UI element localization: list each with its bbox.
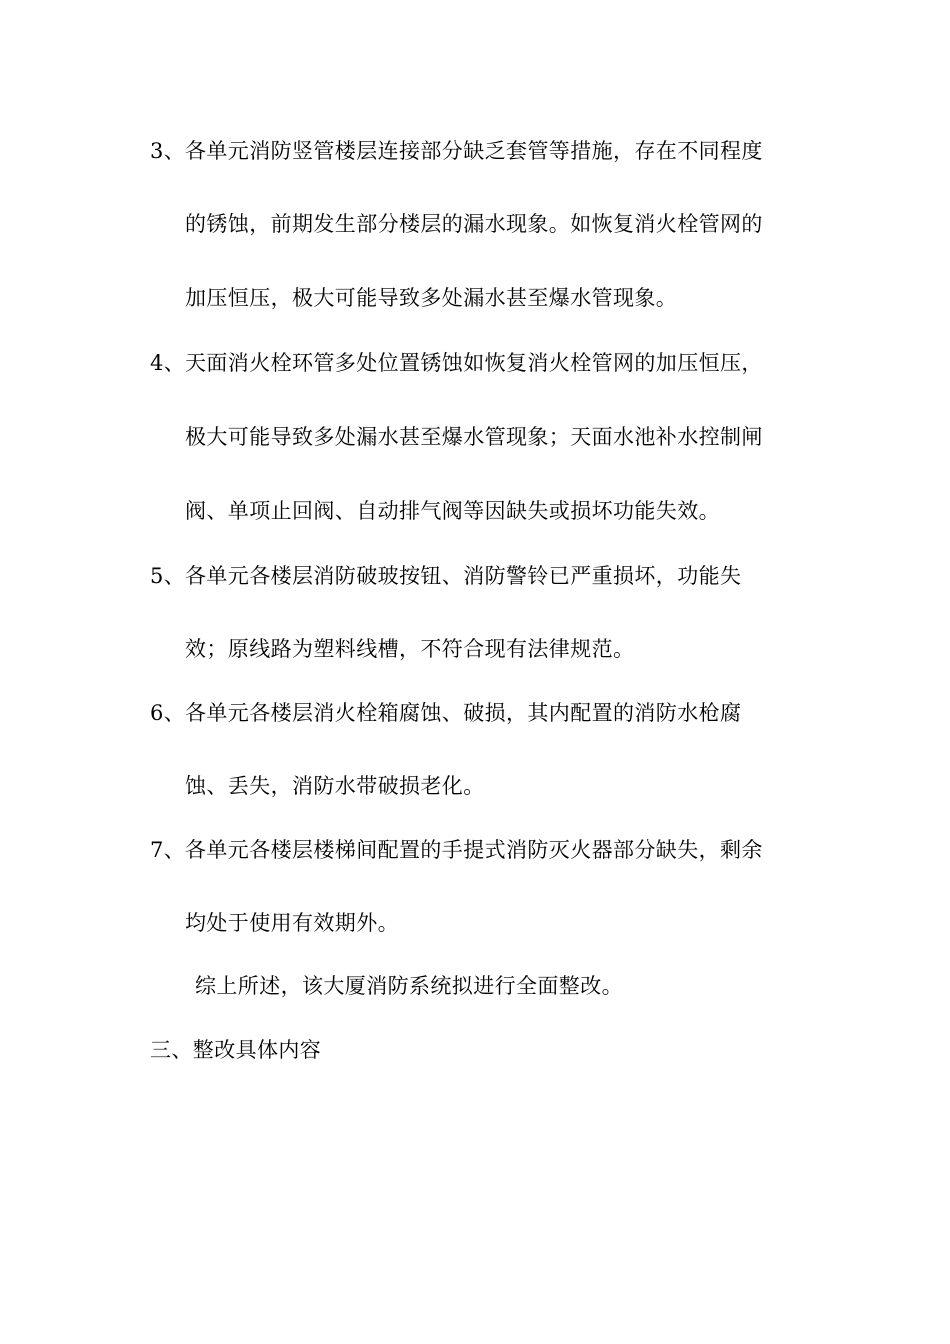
item-4-line-2: 极大可能导致多处漏水甚至爆水管现象；天面水池补水控制闸 [185,425,763,449]
item-5-number: 5、 [150,564,186,588]
item-4-number: 4、 [150,351,186,375]
item-6-line-2: 蚀、丢失，消防水带破损老化。 [185,774,485,798]
item-3-line-2: 的锈蚀，前期发生部分楼层的漏水现象。如恢复消火栓管网的 [185,212,763,236]
item-6-number: 6、 [150,701,186,725]
item-7-line-2: 均处于使用有效期外。 [185,911,399,935]
item-3-line-1: 各单元消防竖管楼层连接部分缺乏套管等措施，存在不同程度 [185,139,763,163]
item-5-line-2: 效；原线路为塑料线槽，不符合现有法律规范。 [185,637,635,661]
section-heading: 三、整改具体内容 [150,1038,322,1062]
item-3-line-3: 加压恒压，极大可能导致多处漏水甚至爆水管现象。 [185,286,678,310]
item-7-line-1: 各单元各楼层楼梯间配置的手提式消防灭火器部分缺失，剩余 [185,838,763,862]
item-5-line-1: 各单元各楼层消防破玻按钮、消防警铃已严重损坏，功能失 [185,564,742,588]
item-4-line-3: 阀、单项止回阀、自动排气阀等因缺失或损坏功能失效。 [185,499,720,523]
item-4-line-1: 天面消火栓环管多处位置锈蚀如恢复消火栓管网的加压恒压， [185,351,763,375]
summary-paragraph: 综上所述，该大厦消防系统拟进行全面整改。 [195,974,623,998]
item-3-number: 3、 [150,139,186,163]
item-7-number: 7、 [150,838,186,862]
item-6-line-1: 各单元各楼层消火栓箱腐蚀、破损，其内配置的消防水枪腐 [185,701,742,725]
